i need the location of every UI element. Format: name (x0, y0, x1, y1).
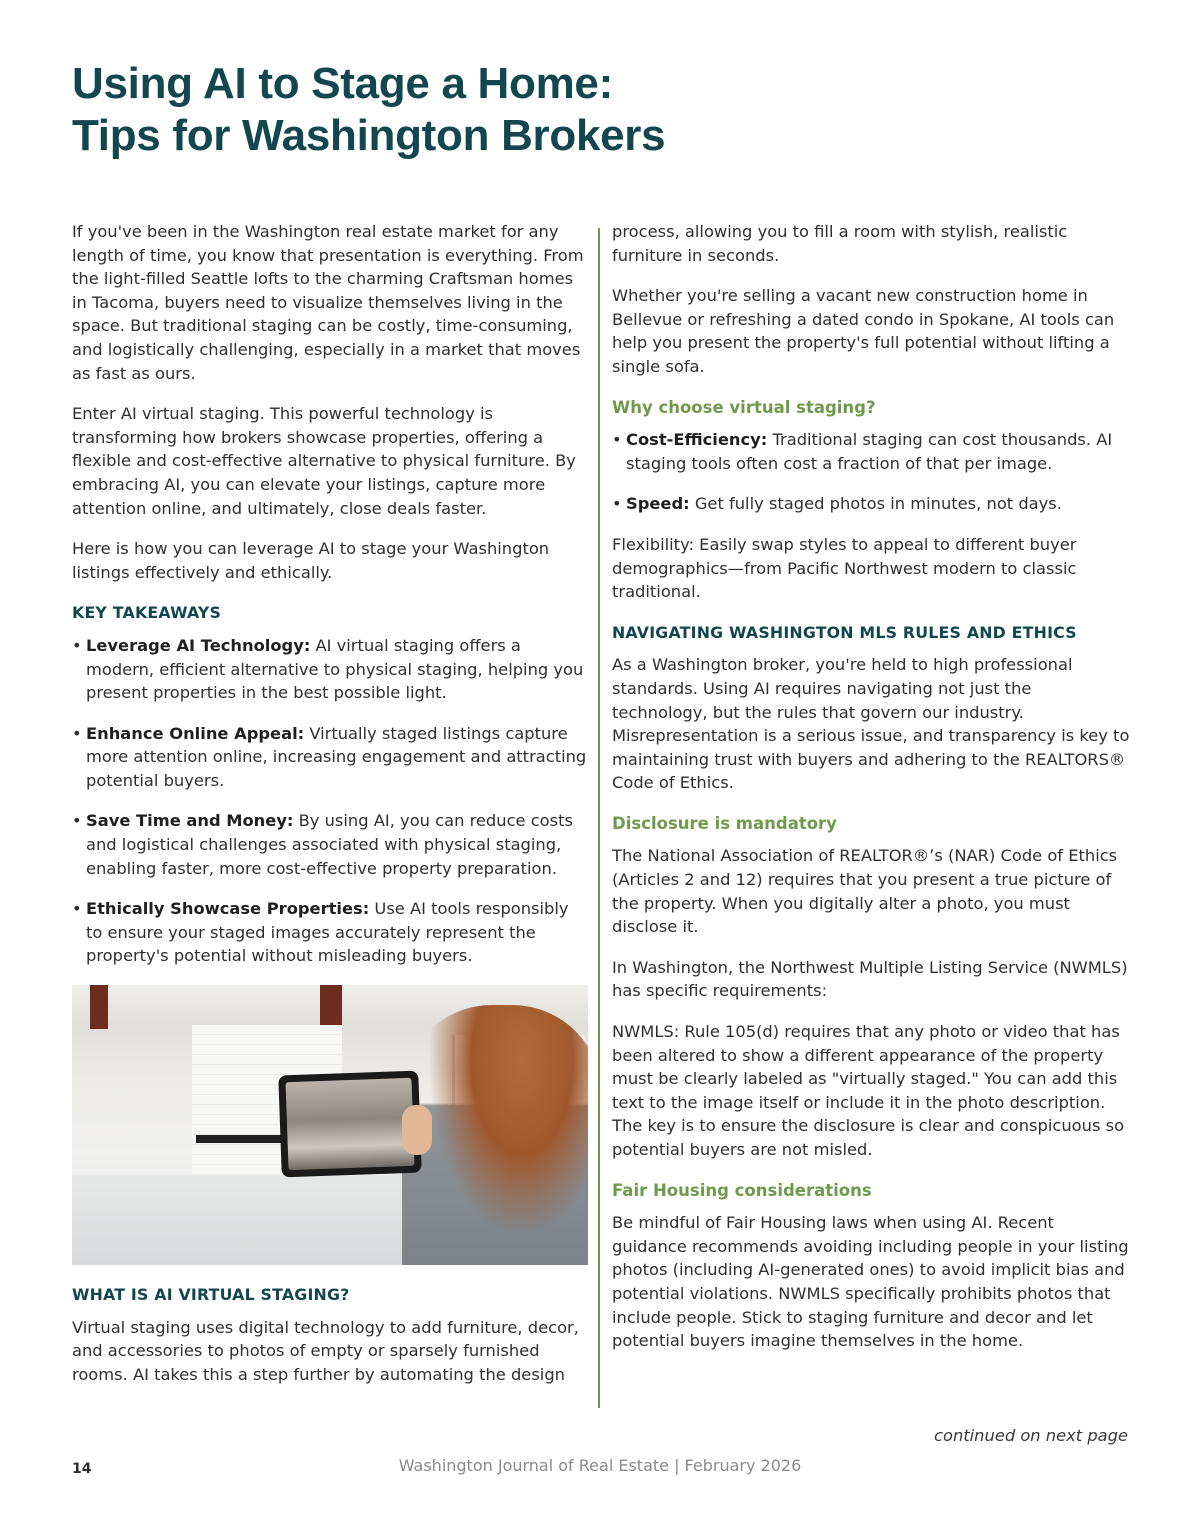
article-photo (72, 985, 588, 1265)
what-is-heading: WHAT IS AI VIRTUAL STAGING? (72, 1285, 350, 1305)
bullet-text: Traditional staging can cost thousands. AI staging tools often cost a fraction of that per image. (626, 430, 1113, 473)
continued-note: continued on next page (934, 1426, 1128, 1445)
photo-tablet (278, 1071, 421, 1178)
photo-beam (320, 985, 342, 1029)
list-item (72, 809, 590, 880)
page-title (72, 58, 1132, 162)
bullet-text: Use AI tools responsibly to ensure your staged images accurately represent the property's potential without misleading buyers. (86, 899, 569, 966)
bullet-term: Save Time and Money: (86, 811, 294, 831)
continued-paragraph: process, allowing you to fill a room with stylish, realistic furniture in seconds. (612, 222, 1068, 265)
bullet-text: Virtually staged listings capture more attention online, increasing engagement and attracting potential buyers. (86, 723, 587, 790)
mls-paragraph: As a Washington broker, you're held to high professional standards. Using AI requires navigating not just the technology, but the rules that govern our industry. Misrepresentation is a serious issue, and transparency is key to maintaining trust with buyers and adhering to the REALTORS® Code of Ethics. (612, 655, 1130, 793)
photo-hand (402, 1105, 432, 1155)
footer-publication: Washington Journal of Real Estate | February 2026 (398, 1456, 802, 1475)
right-column (612, 220, 1132, 1370)
title-line-1: Using AI to Stage a Home: (72, 59, 613, 108)
bullet-text: By using AI, you can reduce costs and logistical challenges associated with physical staging, enabling faster, more cost-effective property preparation. (86, 811, 573, 878)
fair-housing-paragraph: Be mindful of Fair Housing laws when using AI. Recent guidance recommends avoiding including people in your listing photos (including AI-generated ones) to avoid implicit bias and potential violations. NWMLS specifically prohibits photos that include people. Stick to staging furniture and decor and let potential buyers imagine themselves in the home. (612, 1213, 1129, 1351)
disclosure-paragraph-1: The National Association of REALTOR®’s (NAR) Code of Ethics (Articles 2 and 12) requires that you present a true picture of the property. When you digitally alter a photo, you must disclose it. (612, 846, 1118, 937)
photo-tablet-screen (286, 1078, 415, 1170)
flexibility-paragraph: Flexibility: Easily swap styles to appeal to different buyer demographics—from Pacific Northwest modern to classic traditional. (612, 534, 1077, 602)
intro-paragraph-2: Enter AI virtual staging. This powerful technology is transforming how brokers showcase properties, offering a flexible and cost-effective alternative to physical furniture. By embracing AI, you can elevate your listings, capture more attention online, and ultimately, close deals faster. (72, 404, 576, 518)
key-takeaways-list (72, 634, 590, 968)
bullet-term: Speed: (626, 494, 690, 514)
bullet-term: Leverage AI Technology: (86, 635, 311, 655)
intro-paragraph-1: If you've been in the Washington real estate market for any length of time, you know that presentation is everything. From the light-filled Seattle lofts to the charming Craftsman homes in Tacoma, buyers need to visualize themselves living in the space. But traditional staging can be costly, time-consuming, and logistically challenging, especially in a market that moves as fast as ours. (72, 222, 584, 383)
why-heading: Why choose virtual staging? (612, 397, 876, 417)
bullet-term: Enhance Online Appeal: (86, 723, 305, 743)
disclosure-paragraph-2: In Washington, the Northwest Multiple Listing Service (NWMLS) has specific requirements: (612, 957, 1128, 1001)
bullet-term: Cost-Efficiency: (626, 430, 768, 450)
mls-heading: NAVIGATING WASHINGTON MLS RULES AND ETHICS (612, 622, 1077, 642)
intro-paragraph-3: Here is how you can leverage AI to stage your Washington listings effectively and ethically. (72, 539, 550, 582)
bullet-text: Get fully staged photos in minutes, not days. (689, 494, 1062, 514)
bullet-text: AI virtual staging offers a modern, efficient alternative to physical staging, helping you present properties in the best possible light. (86, 635, 584, 703)
list-item (72, 634, 590, 705)
paragraph-bellevue: Whether you're selling a vacant new construction home in Bellevue or refreshing a dated condo in Spokane, AI tools can help you present the property's full potential without lifting a single sofa. (612, 286, 1115, 376)
list-item (72, 722, 590, 793)
page-number: 14 (72, 1461, 92, 1477)
title-line-2: Tips for Washington Brokers (72, 111, 666, 160)
column-divider (598, 228, 600, 1408)
list-item (612, 492, 1132, 516)
disclosure-heading: Disclosure is mandatory (612, 813, 837, 833)
left-column (72, 220, 590, 1403)
fair-housing-heading: Fair Housing considerations (612, 1180, 872, 1200)
list-item (72, 897, 590, 968)
disclosure-paragraph-3: NWMLS: Rule 105(d) requires that any photo or video that has been altered to show a different appearance of the property must be clearly labeled as "virtually staged." You can add this text to the image itself or include it in the photo description. The key is to ensure the disclosure is clear and conspicuous so potential buyers are not misled. (612, 1022, 1125, 1159)
why-list (612, 428, 1132, 516)
what-is-paragraph: Virtual staging uses digital technology to add furniture, decor, and accessories to photos of empty or sparsely furnished rooms. AI takes this a step further by automating the design (72, 1317, 579, 1384)
photo-beam (90, 985, 108, 1029)
list-item (612, 428, 1132, 475)
key-takeaways-heading: KEY TAKEAWAYS (72, 603, 222, 623)
bullet-term: Ethically Showcase Properties: (86, 899, 370, 919)
